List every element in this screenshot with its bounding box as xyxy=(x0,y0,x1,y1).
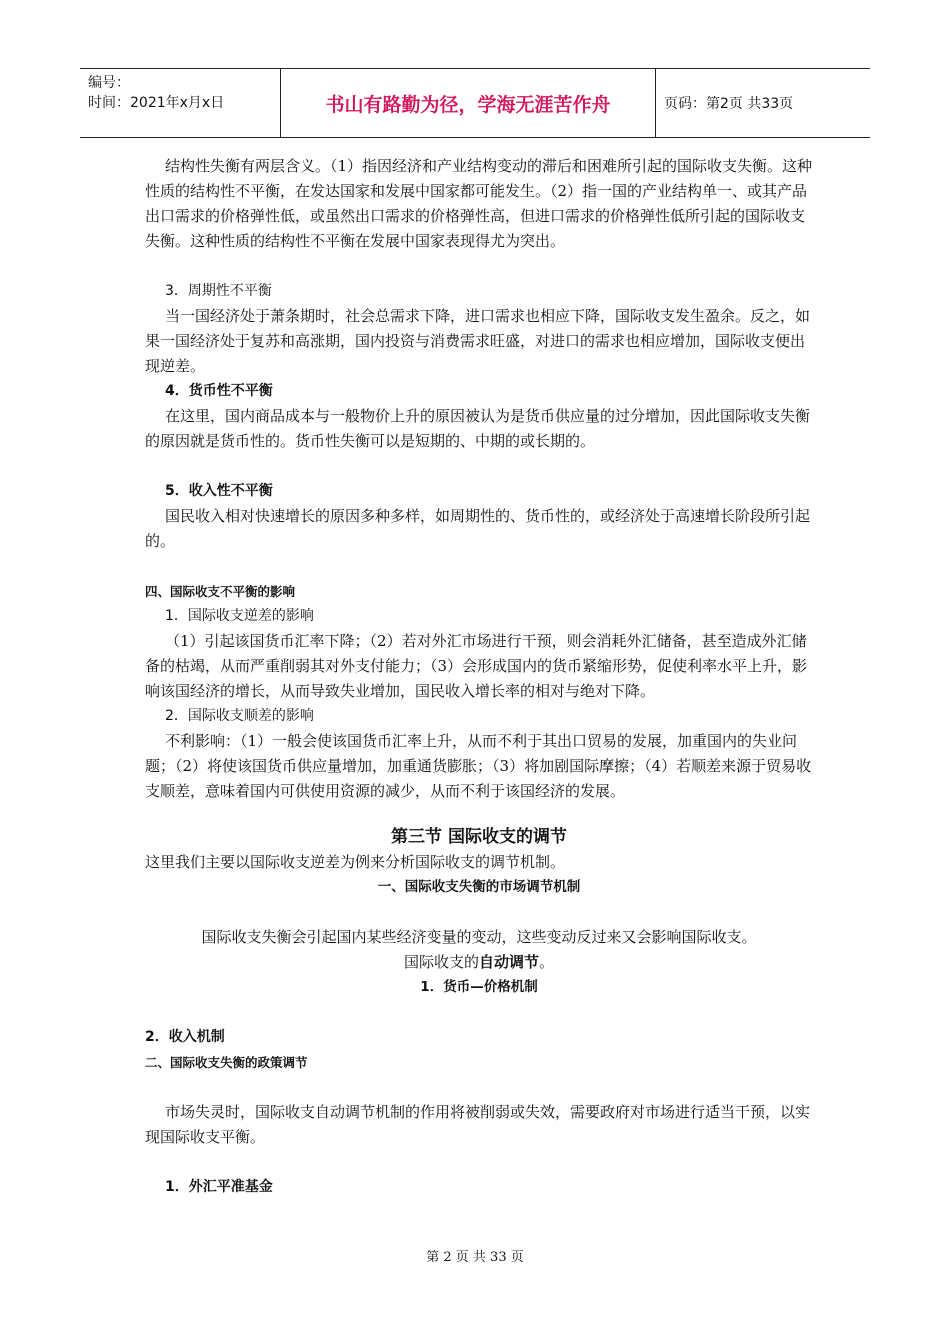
heading-income: 5．收入性不平衡 xyxy=(165,483,273,499)
market-mechanism-heading: 一、国际收支失衡的市场调节机制 xyxy=(377,879,581,895)
chapter-intro: 这里我们主要以国际收支逆差为例来分析国际收支的调节机制。 xyxy=(145,853,566,871)
page-footer: 第 2 页 共 33 页 xyxy=(426,1250,524,1265)
auto-adjust-line xyxy=(145,950,813,975)
auto-adjust-bold: 自动调节 xyxy=(478,953,539,971)
header-page-label: 页码：第2页 共33页 xyxy=(664,96,794,112)
auto-adjust-suffix: 。 xyxy=(539,953,555,971)
paragraph-deficit-impact: （1）引起该国货币汇率下降；（2）若对外汇市场进行干预，则会消耗外汇储备，甚至造成外汇储备的枯竭，从而严重削弱其对外支付能力；（3）会形成国内的货币紧缩形势，促使利率水平上升，影响该国经济的增长，从而导致失业增加，国民收入增长率的相对与绝对下降。 xyxy=(145,632,808,700)
paragraph-cyclical: 当一国经济处于萧条期时，社会总需求下降，进口需求也相应下降，国际收支发生盈余。反之，如果一国经济处于复苏和高涨期，国内投资与消费需求旺盛，对进口的需求也相应增加，国际收支便出现逆差。 xyxy=(145,307,811,375)
money-price-mechanism: 1．货币—价格机制 xyxy=(420,979,538,995)
heading-stabilization-fund: 1．外汇平准基金 xyxy=(165,1179,273,1195)
header-meta xyxy=(80,69,281,137)
chapter-title: 第三节 国际收支的调节 xyxy=(391,827,567,847)
paragraph-structural: 结构性失衡有两层含义。（1）指因经济和产业结构变动的滞后和困难所引起的国际收支失衡。这种性质的结构性不平衡，在发达国家和发展中国家都可能发生。（2）指一国的产业结构单一、或其产品出口需求的价格弹性低，或虽然出口需求的价格弹性高，但进口需求的价格弹性低所引起的国际收支失衡。这种性质的结构性不平衡在发展中国家表现得尤为突出。 xyxy=(145,157,813,250)
paragraph-monetary: 在这里，国内商品成本与一般物价上升的原因被认为是货币供应量的过分增加，因此国际收支失衡的原因就是货币性的。货币性失衡可以是短期的、中期的或长期的。 xyxy=(145,407,811,450)
heading-surplus-impact: 2．国际收支顺差的影响 xyxy=(165,708,314,724)
header-number: 编号： xyxy=(88,75,130,91)
header-motto: 书山有路勤为径，学海无涯苦作舟 xyxy=(281,69,656,137)
market-mechanism-line: 国际收支失衡会引起国内某些经济变量的变动，这些变动反过来又会影响国际收支。 xyxy=(201,928,757,946)
heading-monetary: 4．货币性不平衡 xyxy=(165,383,273,399)
heading-cyclical: 3．周期性不平衡 xyxy=(165,283,272,299)
heading-deficit-impact: 1．国际收支逆差的影响 xyxy=(165,608,314,624)
page-header xyxy=(80,68,870,138)
section-impact-heading: 四、国际收支不平衡的影响 xyxy=(145,584,296,599)
paragraph-income: 国民收入相对快速增长的原因多种多样，如周期性的、货币性的，或经济处于高速增长阶段所引起的。 xyxy=(145,507,811,550)
paragraph-policy: 市场失灵时，国际收支自动调节机制的作用将被削弱或失效，需要政府对市场进行适当干预，以实现国际收支平衡。 xyxy=(145,1103,811,1146)
income-mechanism: 2．收入机制 xyxy=(145,1029,225,1045)
header-time: 时间：2021年x月x日 xyxy=(88,95,225,111)
paragraph-surplus-impact: 不利影响：（1）一般会使该国货币汇率上升，从而不利于其出口贸易的发展，加重国内的失业问题；（2）将使该国货币供应量增加，加重通货膨胀；（3）将加剧国际摩擦；（4）若顺差来源于贸易收支顺差，意味着国内可供使用资源的减少，从而不利于该国经济的发展。 xyxy=(145,732,812,800)
auto-adjust-prefix: 国际收支的 xyxy=(403,953,479,971)
policy-adjust-heading: 二、国际收支失衡的政策调节 xyxy=(145,1055,308,1070)
document-body xyxy=(145,154,813,1200)
